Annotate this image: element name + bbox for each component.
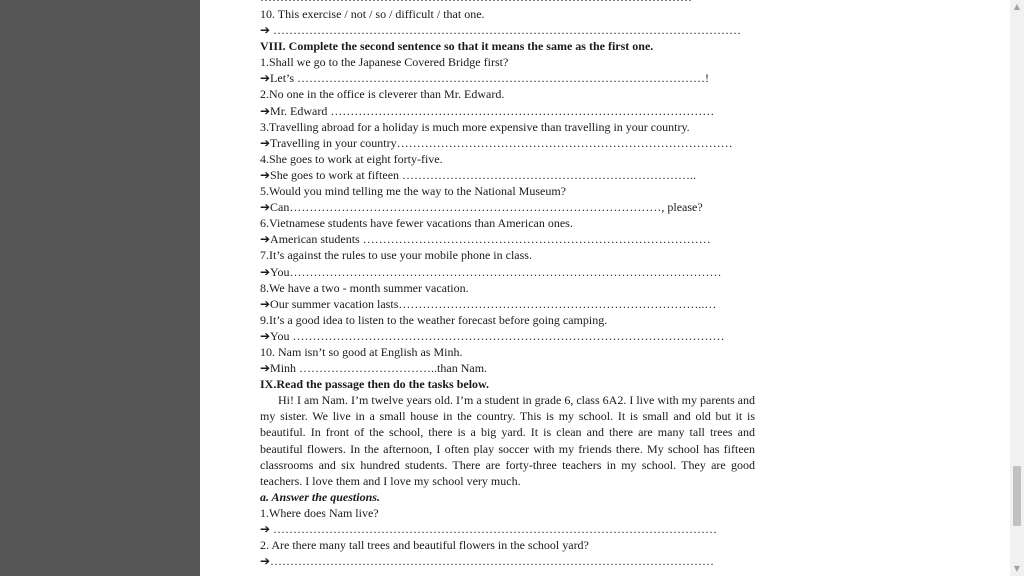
section-8-line: 1.Shall we go to the Japanese Covered Bridge first?	[260, 55, 509, 70]
top-fragment	[260, 0, 692, 5]
section-8-line: ➔You………………………………………………………………………………………………	[260, 264, 722, 279]
vertical-scrollbar[interactable]	[1010, 0, 1024, 576]
section-8-line: ➔Travelling in your country…………………………………………………………………………	[260, 135, 733, 150]
reading-passage: Hi! I am Nam. I’m twelve years old. I’m a student in grade 6, class 6A2. I live with my parents and my sister. We live in a small house in the country. This is my school. It is small and old but it is beautiful. In front of the school, there is a big yard. It is clean and there are many tall trees and beautiful flowers. In the afternoon, I often play soccer with my friends there. My school has fifteen classrooms and six hundred students. There are forty-three teachers in my school. They are good teachers. I love them and I love my school very much.	[260, 393, 755, 488]
section-8-line: ➔Minh ……………………………..than Nam.	[260, 361, 488, 376]
section-8-line: ➔Let’s …………………………………………………………………………………………!	[260, 71, 710, 86]
section-8-line: ➔Can…………………………………………………………………………………, please?	[260, 200, 703, 215]
section-8-line: 5.Would you mind telling me the way to the National Museum?	[260, 184, 566, 199]
section-8-line: 4.She goes to work at eight forty-five.	[260, 151, 443, 166]
section-8-line: 10. Nam isn’t so good at English as Minh.	[260, 344, 463, 359]
section-8-line: 9.It’s a good idea to listen to the weather forecast before going camping.	[260, 312, 608, 327]
ex7-answer-10: ➔ ………………………………………………………………………………………………………	[260, 23, 742, 38]
section-8-line: ➔American students ……………………………………………………………………………	[260, 232, 711, 247]
section-8-line: ➔She goes to work at fifteen ………………………………………………………………..	[260, 167, 697, 182]
section-8-line: ➔Our summer vacation lasts…………………………………………………………………..…	[260, 296, 717, 311]
section-8-heading: VIII. Complete the second sentence so that it means the same as the first one.	[260, 39, 654, 54]
section-8-line: ➔You ………………………………………………………………………………………………	[260, 328, 725, 343]
section-8-line: 2.No one in the office is cleverer than Mr. Edward.	[260, 87, 505, 102]
document-content	[260, 6, 755, 569]
question-line: 1.Where does Nam live?	[260, 505, 379, 520]
question-line: ➔…………………………………………………………………………………………………	[260, 554, 715, 569]
scroll-up-arrow-icon[interactable]: ▲	[1013, 2, 1021, 11]
part-a-heading: a. Answer the questions.	[260, 489, 380, 504]
section-8-line: ➔Mr. Edward ……………………………………………………………………………………	[260, 103, 715, 118]
section-9-heading: IX.Read the passage then do the tasks below.	[260, 377, 490, 392]
section-8-line: 7.It’s against the rules to use your mobile phone in class.	[260, 248, 532, 263]
question-line: ➔ …………………………………………………………………………………………………	[260, 522, 718, 536]
question-line: 2. Are there many tall trees and beautiful flowers in the school yard?	[260, 538, 589, 553]
ex7-line-10: 10. This exercise / not / so / difficult / that one.	[260, 7, 485, 21]
section-8-line: 3.Travelling abroad for a holiday is much more expensive than travelling in your country.	[260, 119, 690, 134]
scroll-down-arrow-icon[interactable]: ▼	[1013, 564, 1021, 573]
document-page	[200, 0, 1010, 576]
scrollbar-thumb[interactable]	[1013, 466, 1021, 526]
section-8-line: 6.Vietnamese students have fewer vacations than American ones.	[260, 216, 573, 231]
section-8-line: 8.We have a two - month summer vacation.	[260, 280, 469, 295]
